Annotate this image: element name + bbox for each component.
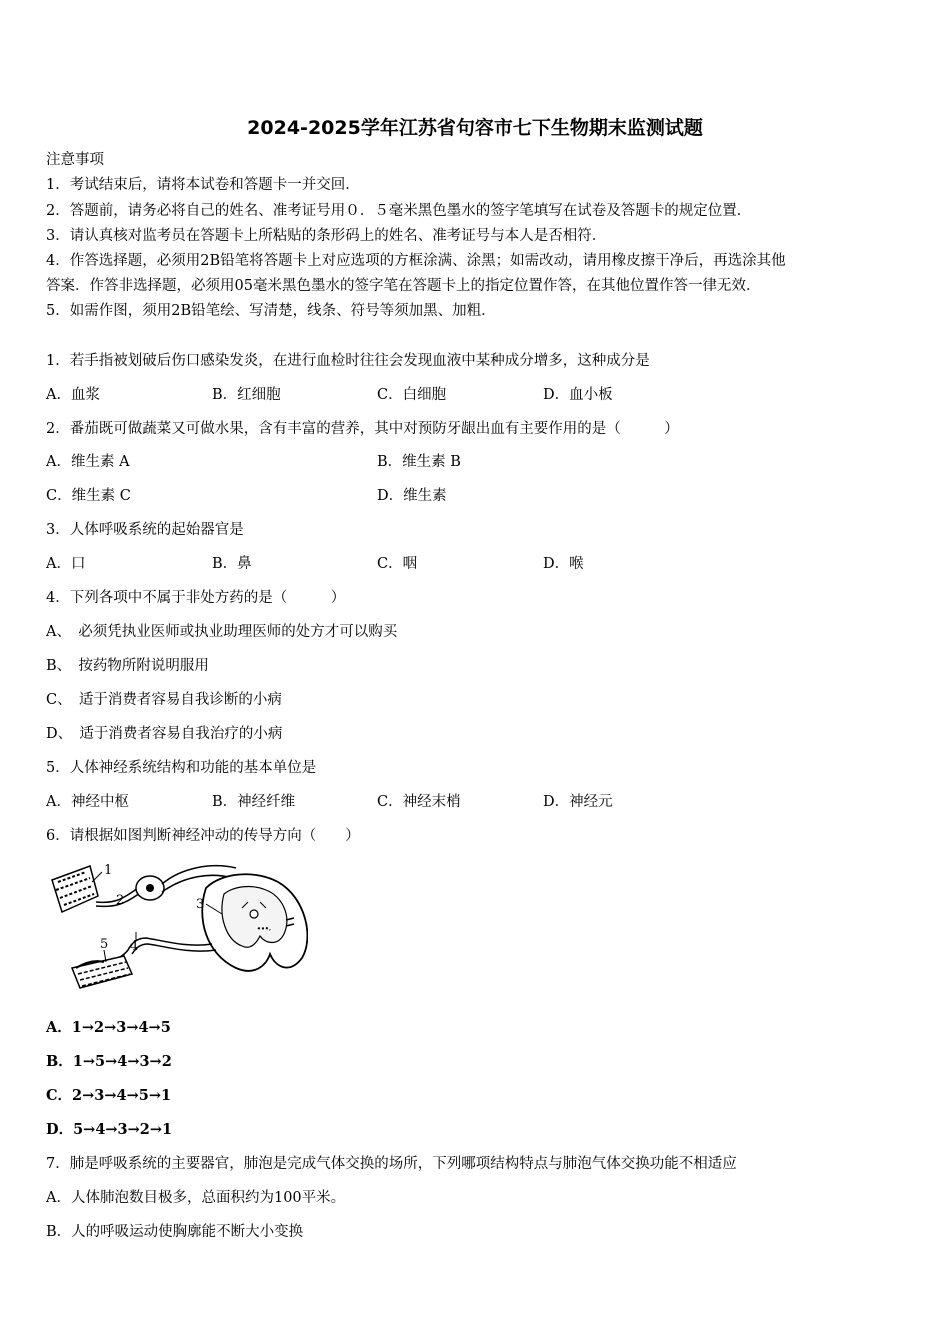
notice-item: 4．作答选择题，必须用2B铅笔将答题卡上对应选项的方框涂满、涂黑；如需改动，请用橡皮擦干净后，再选涂其他 [46, 253, 786, 269]
option-a: A．人体肺泡数目极多，总面积约为100平米。 [46, 1190, 346, 1206]
option-c: C．神经末梢 [377, 794, 461, 810]
label-2: 2 [116, 893, 125, 908]
option-a: A．口 [46, 556, 86, 572]
option-d: D．维生素 [377, 488, 447, 504]
option-a: A．神经中枢 [46, 794, 129, 810]
option-b: B．人的呼吸运动使胸廓能不断大小变换 [46, 1224, 304, 1240]
question-stem: 6．请根据如图判断神经冲动的传导方向（ ） [46, 828, 360, 844]
label-5: 5 [100, 937, 109, 952]
option-b: B、 按药物所附说明服用 [46, 658, 209, 674]
option-c: C．维生素 C [46, 488, 131, 504]
spinal-cord [202, 874, 307, 971]
option-c: C．咽 [377, 556, 418, 572]
option-a: A．1→2→3→4→5 [46, 1019, 171, 1036]
reflex-arc-figure [46, 858, 308, 1002]
notice-item: 3．请认真核对监考员在答题卡上所粘贴的条形码上的姓名、准考证号与本人是否相符． [46, 228, 607, 244]
label-1: 1 [104, 863, 113, 878]
effector-muscle [72, 956, 132, 988]
option-d: D．神经元 [543, 794, 613, 810]
label-3: 3 [196, 897, 205, 912]
option-a: A．血浆 [46, 387, 100, 403]
page-title: 2024-2025学年江苏省句容市七下生物期末监测试题 [247, 117, 703, 139]
option-d: D．5→4→3→2→1 [46, 1121, 173, 1138]
option-c: C．白细胞 [377, 387, 447, 403]
option-b: B．1→5→4→3→2 [46, 1053, 172, 1070]
receptor-skin [52, 866, 98, 912]
question-stem: 7．肺是呼吸系统的主要器官，肺泡是完成气体交换的场所，下列哪项结构特点与肺泡气体交换功能不相适应 [46, 1156, 737, 1172]
question-stem: 4．下列各项中不属于非处方药的是（ ） [46, 590, 346, 606]
option-d: D．血小板 [543, 387, 613, 403]
notice-item: 1．考试结束后，请将本试卷和答题卡一并交回． [46, 177, 360, 193]
option-c: C．2→3→4→5→1 [46, 1087, 172, 1104]
notice-item: 5．如需作图，须用2B铅笔绘、写清楚，线条、符号等须加黑、加粗． [46, 303, 496, 319]
option-b: B．神经纤维 [212, 794, 296, 810]
option-c: C、 适于消费者容易自我诊断的小病 [46, 692, 282, 708]
question-stem: 1．若手指被划破后伤口感染发炎，在进行血检时往往会发现血液中某种成分增多，这种成分是 [46, 353, 650, 369]
question-stem: 2．番茄既可做蔬菜又可做水果，含有丰富的营养，其中对预防牙龈出血有主要作用的是（ ） [46, 421, 679, 437]
label-4: 4 [130, 939, 139, 954]
option-a: A．维生素 A [46, 454, 130, 470]
option-d: D．喉 [543, 556, 584, 572]
question-stem: 3．人体呼吸系统的起始器官是 [46, 522, 244, 538]
notice-heading: 注意事项 [46, 152, 104, 168]
question-stem: 5．人体神经系统结构和功能的基本单位是 [46, 760, 317, 776]
notice-item: 答案．作答非选择题，必须用05毫米黑色墨水的签字笔在答题卡上的指定位置作答，在其他位置作答一律无效． [46, 278, 761, 294]
option-b: B．鼻 [212, 556, 252, 572]
option-a: A、 必须凭执业医师或执业助理医师的处方才可以购买 [46, 624, 398, 640]
option-d: D、 适于消费者容易自我治疗的小病 [46, 726, 283, 742]
option-b: B．维生素 B [377, 454, 461, 470]
notice-item: 2．答题前，请务必将自己的姓名、准考证号用０．５毫米黑色墨水的签字笔填写在试卷及答题卡的规定位置． [46, 203, 752, 219]
option-b: B．红细胞 [212, 387, 281, 403]
